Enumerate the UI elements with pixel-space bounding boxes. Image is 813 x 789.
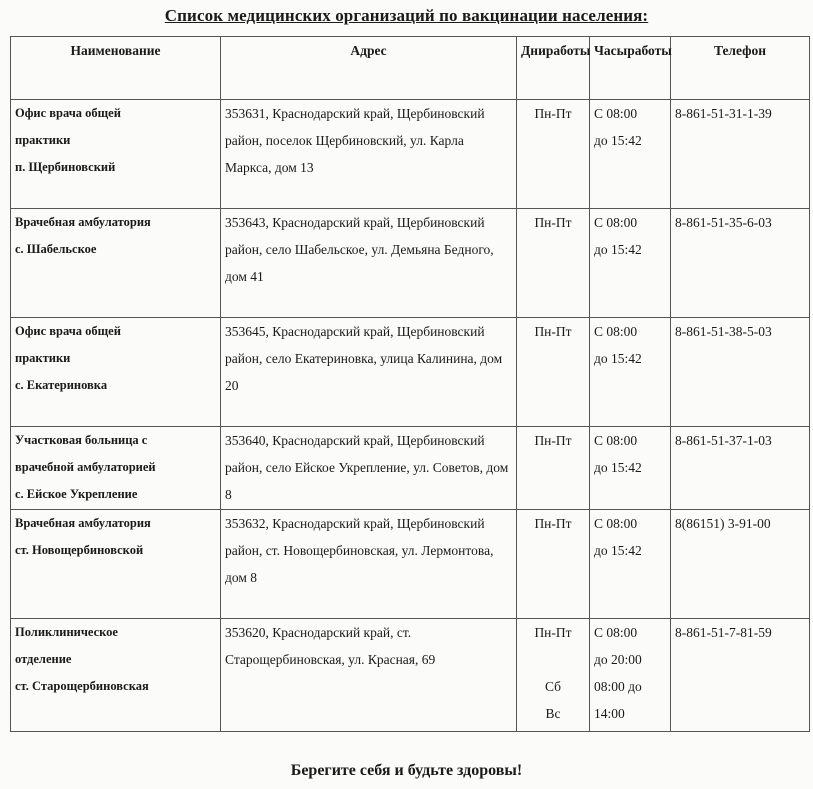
table-row bbox=[11, 427, 810, 510]
org-address: 353643, Краснодарский край, Щербиновский район, село Шабельское, ул. Демьяна Бедного, дом 41 bbox=[221, 209, 517, 318]
header-days: Дниработы bbox=[517, 37, 590, 100]
org-hours: С 08:00 до 15:42 bbox=[590, 427, 671, 510]
org-days: Пн-Пт bbox=[517, 209, 590, 318]
org-phone: 8(86151) 3-91-00 bbox=[671, 510, 810, 619]
org-phone: 8-861-51-38-5-03 bbox=[671, 318, 810, 427]
org-name: Офис врача общей практики с. Екатериновка bbox=[11, 318, 221, 427]
org-days: Пн-Пт bbox=[517, 318, 590, 427]
header-address: Адрес bbox=[221, 37, 517, 100]
org-hours: С 08:00 до 15:42 bbox=[590, 209, 671, 318]
org-days: Пн-Пт bbox=[517, 427, 590, 510]
header-phone: Телефон bbox=[671, 37, 810, 100]
org-address: 353645, Краснодарский край, Щербиновский район, село Екатериновка, улица Калинина, дом 20 bbox=[221, 318, 517, 427]
table-row bbox=[11, 209, 810, 318]
page-title: Список медицинских организаций по вакцинации населения: bbox=[164, 6, 649, 25]
org-hours: С 08:00 до 20:00 08:00 до 14:00 bbox=[590, 619, 671, 732]
table-row bbox=[11, 100, 810, 209]
header-hours: Часыработы bbox=[590, 37, 671, 100]
org-phone: 8-861-51-31-1-39 bbox=[671, 100, 810, 209]
header-name: Наименование bbox=[11, 37, 221, 100]
org-phone: 8-861-51-7-81-59 bbox=[671, 619, 810, 732]
org-address: 353631, Краснодарский край, Щербиновский район, поселок Щербиновский, ул. Карла Маркса, дом 13 bbox=[221, 100, 517, 209]
org-phone: 8-861-51-35-6-03 bbox=[671, 209, 810, 318]
footer-slogan: Берегите себя и будьте здоровы! bbox=[290, 762, 523, 779]
org-hours: С 08:00 до 15:42 bbox=[590, 510, 671, 619]
table-row bbox=[11, 318, 810, 427]
org-name: Участковая больница с врачебной амбулаторией с. Ейское Укрепление bbox=[11, 427, 221, 510]
org-address: 353632, Краснодарский край, Щербиновский район, ст. Новощербиновская, ул. Лермонтова, дом 8 bbox=[221, 510, 517, 619]
org-phone: 8-861-51-37-1-03 bbox=[671, 427, 810, 510]
org-days: Пн-Пт bbox=[517, 510, 590, 619]
table-header-row bbox=[11, 37, 810, 100]
org-address: 353640, Краснодарский край, Щербиновский район, село Ейское Укрепление, ул. Советов, дом 8 bbox=[221, 427, 517, 510]
org-hours: С 08:00 до 15:42 bbox=[590, 318, 671, 427]
table-row bbox=[11, 510, 810, 619]
table-row bbox=[11, 619, 810, 732]
org-name: Врачебная амбулатория с. Шабельское bbox=[11, 209, 221, 318]
org-hours: С 08:00 до 15:42 bbox=[590, 100, 671, 209]
org-days: Пн-Пт bbox=[517, 100, 590, 209]
org-address: 353620, Краснодарский край, ст. Старощербиновская, ул. Красная, 69 bbox=[221, 619, 517, 732]
org-days: Пн-Пт Сб Вс bbox=[517, 619, 590, 732]
organizations-table bbox=[10, 36, 810, 732]
org-name: Офис врача общей практики п. Щербиновский bbox=[11, 100, 221, 209]
org-name: Поликлиническое отделение ст. Старощербиновская bbox=[11, 619, 221, 732]
org-name: Врачебная амбулатория ст. Новощербиновской bbox=[11, 510, 221, 619]
